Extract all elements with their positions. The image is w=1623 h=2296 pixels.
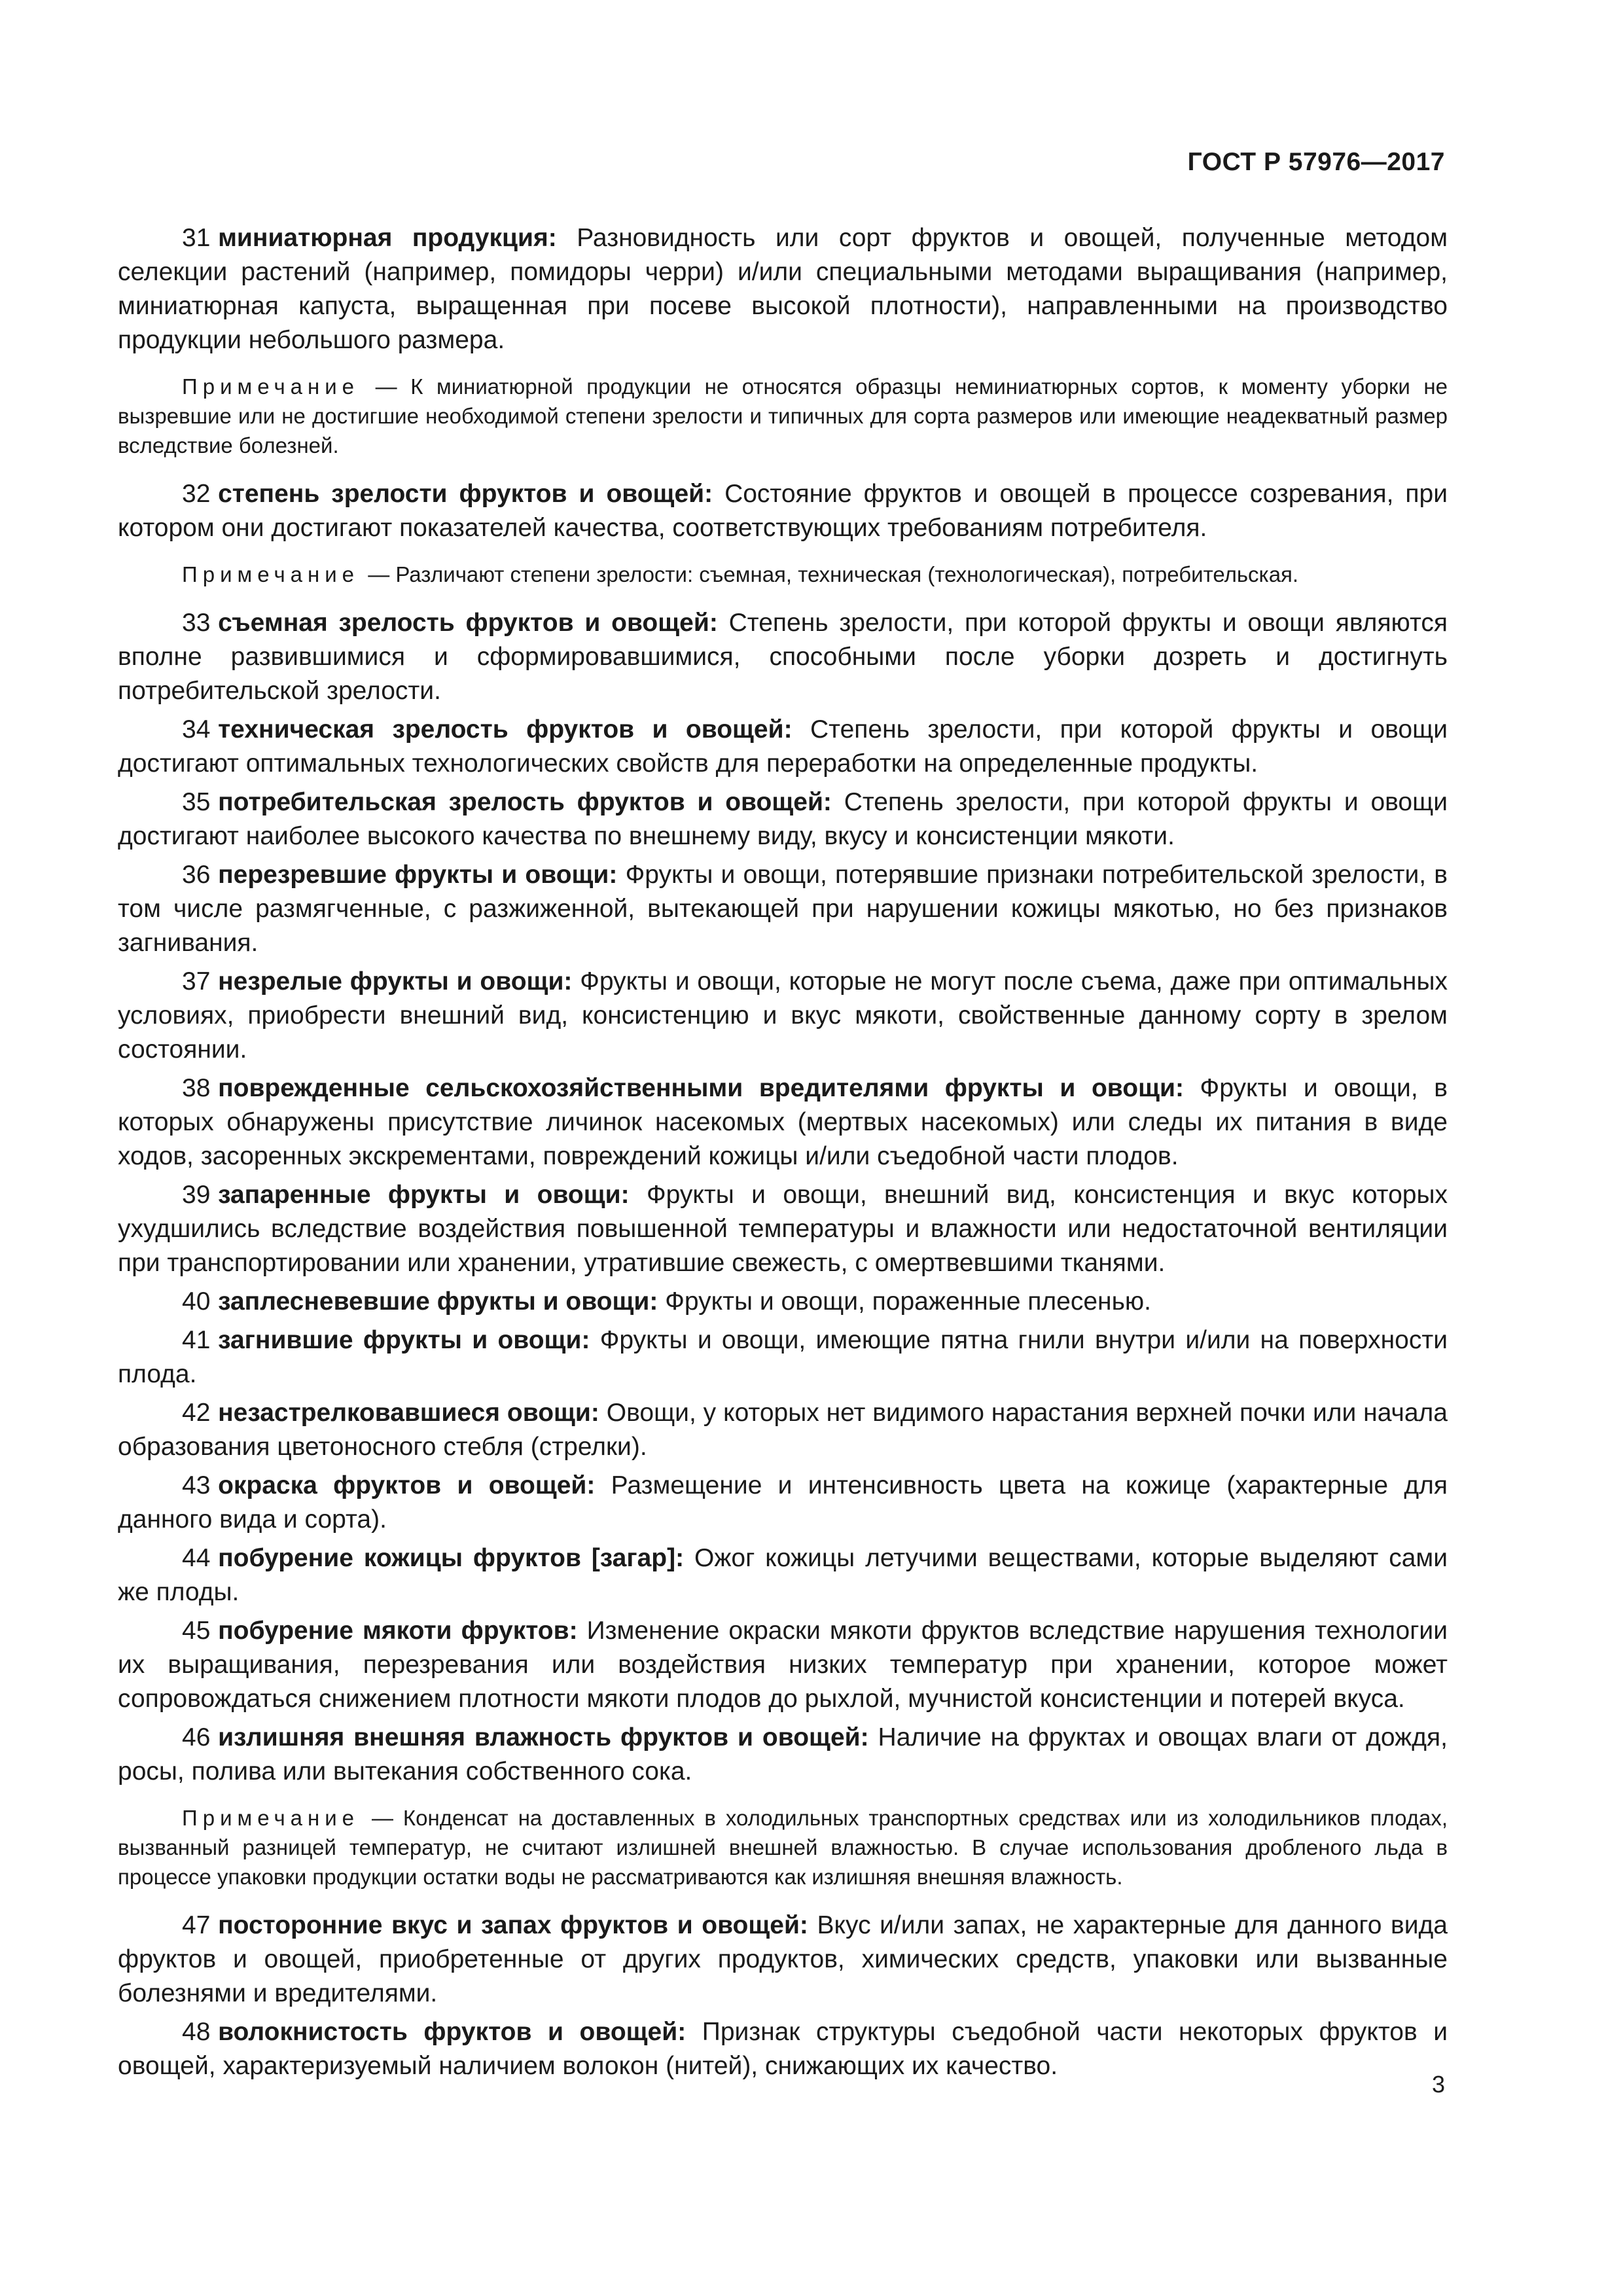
term-entry: [118, 785, 1448, 853]
term-definition: Фрукты и овощи, потерявшие признаки потребительской зрелости, в том числе размягченные, с разжиженной, вытекающей при нарушении кожицы мякотью, но без признаков загнивания.: [118, 861, 1448, 957]
term-definition: Размещение и интенсивность цвета на кожице (характерные для данного вида и сорта).: [118, 1471, 1448, 1534]
note-label: Примечание: [182, 374, 360, 399]
term-name: окраска фруктов и овощей:: [218, 1471, 596, 1499]
term-definition: Степень зрелости, при которой фрукты и овощи являются вполне развившимися и сформировавшимися, способными после уборки дозреть и достигнуть потребительской зрелости.: [118, 609, 1448, 705]
term-number: 42: [182, 1399, 211, 1427]
term-definition: Состояние фруктов и овощей в процессе созревания, при котором они достигают показателей качества, соответствующих требованиям потребителя.: [118, 480, 1448, 542]
term-name: заплесневевшие фрукты и овощи:: [218, 1287, 658, 1316]
term-name: съемная зрелость фруктов и овощей:: [218, 609, 718, 637]
term-number: 41: [182, 1326, 211, 1354]
term-number: 40: [182, 1287, 211, 1316]
note-label: Примечание: [182, 1806, 360, 1830]
term-name: потребительская зрелость фруктов и овощей:: [218, 788, 832, 816]
term-entry: [118, 1614, 1448, 1716]
note: [118, 1803, 1448, 1892]
term-definition: Ожог кожицы летучими веществами, которые выделяют сами же плоды.: [118, 1544, 1448, 1606]
term-entry: [118, 606, 1448, 708]
term-definition: Степень зрелости, при которой фрукты и овощи достигают наиболее высокого качества по внешнему виду, вкусу и консистенции мякоти.: [118, 788, 1448, 850]
term-entry: [118, 1909, 1448, 2011]
term-definition: Вкус и/или запах, не характерные для данного вида фруктов и овощей, приобретенные от других продуктов, химических средств, упаковки или вызванные болезнями и вредителями.: [118, 1911, 1448, 2007]
term-entry: [118, 221, 1448, 357]
term-entry: [118, 1396, 1448, 1464]
term-number: 33: [182, 609, 211, 637]
term-number: 34: [182, 715, 211, 744]
term-name: загнившие фрукты и овощи:: [218, 1326, 590, 1354]
term-name: излишняя внешняя влажность фруктов и овощей:: [218, 1723, 869, 1751]
term-entry: [118, 1323, 1448, 1391]
term-number: 36: [182, 861, 211, 889]
term-definition: Разновидность или сорт фруктов и овощей, полученные методом селекции растений (например, помидоры черри) и/или специальными методами выращивания (например, миниатюрная капуста, выращенная при посеве высокой плотности), направленными на производство продукции небольшого размера.: [118, 224, 1448, 354]
term-name: побурение мякоти фруктов:: [218, 1617, 578, 1645]
note-label: Примечание: [182, 562, 360, 586]
term-definition: Степень зрелости, при которой фрукты и овощи достигают оптимальных технологических свойств для переработки на определенные продукты.: [118, 715, 1448, 778]
term-name: незрелые фрукты и овощи:: [218, 967, 573, 996]
term-number: 45: [182, 1617, 211, 1645]
term-definition: Фрукты и овощи, в которых обнаружены присутствие личинок насекомых (мертвых насекомых) или следы их питания в виде ходов, засоренных экскрементами, повреждений кожицы и/или съедобной части плодов.: [118, 1074, 1448, 1170]
term-name: миниатюрная продукция:: [218, 224, 557, 252]
term-name: незастрелковавшиеся овощи:: [218, 1399, 599, 1427]
note-text: — Конденсат на доставленных в холодильных транспортных средствах или из холодильников плодах, вызванный разницей температур, не считают излишней внешней влажностью. В случае использования дробленого льда в процессе упаковки продукции остатки воды не рассматриваются как излишняя внешняя влажность.: [118, 1806, 1448, 1889]
note-text: — К миниатюрной продукции не относятся образцы неминиатюрных сортов, к моменту уборки не вызревшие или не достигшие необходимой степени зрелости и типичных для сорта размеров или имеющие неадекватный размер вследствие болезней.: [118, 374, 1448, 457]
term-number: 31: [182, 224, 211, 252]
term-name: волокнистость фруктов и овощей:: [218, 2018, 687, 2046]
term-number: 48: [182, 2018, 211, 2046]
note-text: — Различают степени зрелости: съемная, техническая (технологическая), потребительская.: [368, 562, 1299, 586]
term-number: 46: [182, 1723, 211, 1751]
term-name: посторонние вкус и запах фруктов и овощей:: [218, 1911, 808, 1939]
note: [118, 560, 1448, 589]
term-definition: Признак структуры съедобной части некоторых фруктов и овощей, характеризуемый наличием волокон (нитей), снижающих их качество.: [118, 2018, 1448, 2080]
term-entry: [118, 1071, 1448, 1174]
note: [118, 372, 1448, 460]
term-entry: [118, 1285, 1448, 1319]
term-name: степень зрелости фруктов и овощей:: [218, 480, 713, 508]
term-name: запаренные фрукты и овощи:: [218, 1181, 630, 1209]
term-definition: Фрукты и овощи, имеющие пятна гнили внутри и/или на поверхности плода.: [118, 1326, 1448, 1388]
term-definition: Фрукты и овощи, которые не могут после съема, даже при оптимальных условиях, приобрести внешний вид, консистенцию и вкус мякоти, свойственные данному сорту в зрелом состоянии.: [118, 967, 1448, 1064]
term-number: 35: [182, 788, 211, 816]
term-name: техническая зрелость фруктов и овощей:: [218, 715, 793, 744]
document-code-header: ГОСТ Р 57976—2017: [1187, 148, 1445, 176]
term-entry: [118, 2015, 1448, 2083]
term-definition: Изменение окраски мякоти фруктов вследствие нарушения технологии их выращивания, перезревания или воздействия низких температур при хранении, которое может сопровождаться снижением плотности мякоти плодов до рыхлой, мучнистой консистенции и потерей вкуса.: [118, 1617, 1448, 1713]
term-number: 44: [182, 1544, 211, 1572]
term-name: перезревшие фрукты и овощи:: [218, 861, 618, 889]
term-number: 43: [182, 1471, 211, 1499]
page-number: 3: [1431, 2071, 1445, 2098]
terms-section: [118, 221, 1448, 2088]
term-definition: Фрукты и овощи, пораженные плесенью.: [665, 1287, 1151, 1316]
term-definition: Овощи, у которых нет видимого нарастания верхней почки или начала образования цветоносного стебля (стрелки).: [118, 1399, 1448, 1461]
term-number: 37: [182, 967, 211, 996]
term-entry: [118, 1541, 1448, 1609]
term-entry: [118, 477, 1448, 545]
term-number: 38: [182, 1074, 211, 1102]
term-name: поврежденные сельскохозяйственными вредителями фрукты и овощи:: [218, 1074, 1184, 1102]
term-name: побурение кожицы фруктов [загар]:: [218, 1544, 685, 1572]
term-number: 47: [182, 1911, 211, 1939]
term-entry: [118, 1178, 1448, 1280]
term-entry: [118, 965, 1448, 1067]
term-entry: [118, 1721, 1448, 1789]
term-number: 32: [182, 480, 211, 508]
term-number: 39: [182, 1181, 211, 1209]
term-entry: [118, 1469, 1448, 1537]
term-definition: Наличие на фруктах и овощах влаги от дождя, росы, полива или вытекания собственного сока.: [118, 1723, 1448, 1785]
term-definition: Фрукты и овощи, внешний вид, консистенция и вкус которых ухудшились вследствие воздействия повышенной температуры и влажности или недостаточной вентиляции при транспортировании или хранении, утратившие свежесть, с омертвевшими тканями.: [118, 1181, 1448, 1277]
term-entry: [118, 713, 1448, 781]
term-entry: [118, 858, 1448, 960]
